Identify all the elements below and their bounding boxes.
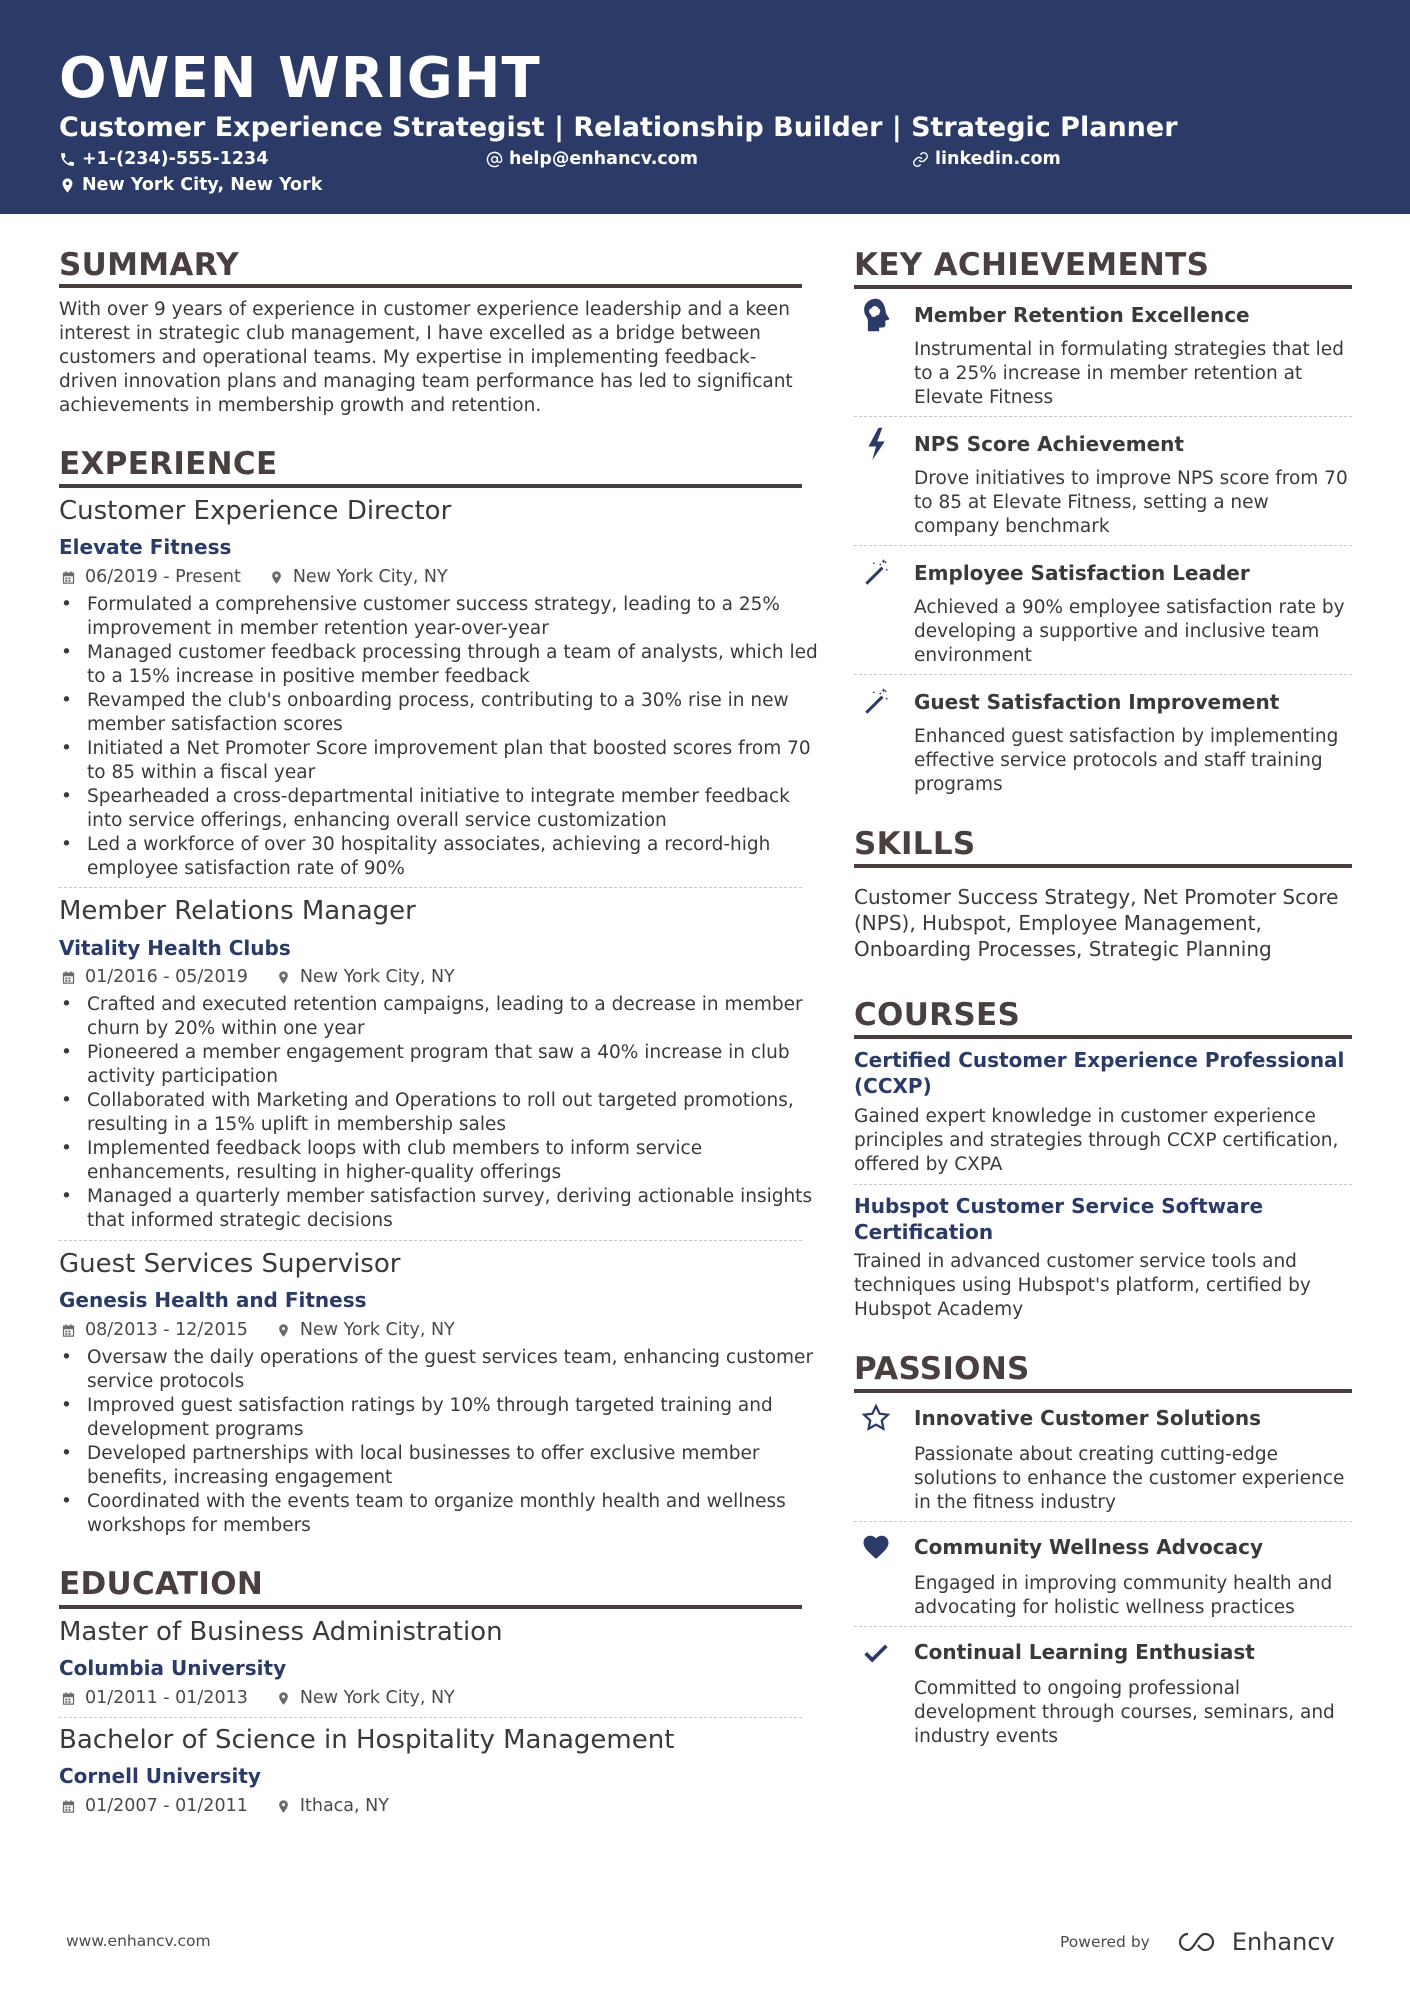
calendar-icon <box>61 570 76 585</box>
job-dates: 08/2013 - 12/2015 <box>85 1320 248 1340</box>
summary-rule <box>59 284 802 288</box>
location-pin-icon <box>276 1691 291 1706</box>
passion-desc: Committed to ongoing professional development through courses, seminars, and industry events <box>914 1678 1335 1747</box>
company-name: Genesis Health and Fitness <box>59 1288 367 1312</box>
school-name: Cornell University <box>59 1764 261 1788</box>
list-item: • Improved guest satisfaction ratings by 10% through targeted training and development programs <box>59 1394 819 1442</box>
achievements-heading: KEY ACHIEVEMENTS <box>854 247 1210 283</box>
education-dates: 01/2007 - 01/2011 <box>85 1796 248 1816</box>
candidate-name: OWEN WRIGHT <box>59 46 541 111</box>
education-rule <box>59 1605 802 1609</box>
divider <box>59 1717 802 1718</box>
company-name: Vitality Health Clubs <box>59 936 291 960</box>
list-item: • Crafted and executed retention campaigns, leading to a decrease in member churn by 20% within one year <box>59 993 819 1041</box>
achievement-desc: Enhanced guest satisfaction by implementing effective service protocols and staff training programs <box>914 726 1339 795</box>
enhancv-logo[interactable] <box>1176 1928 1335 1956</box>
achievement-desc: Achieved a 90% employee satisfaction rate by developing a supportive and inclusive team environment <box>914 597 1345 666</box>
skills-rule <box>854 864 1352 868</box>
achievement-title: Member Retention Excellence <box>914 303 1250 327</box>
magic-wand-icon <box>859 555 893 595</box>
calendar-icon <box>61 970 76 985</box>
location-text: New York City, New York <box>82 175 323 195</box>
email-link[interactable]: help@enhancv.com <box>509 149 699 169</box>
passion-title: Innovative Customer Solutions <box>914 1406 1262 1430</box>
summary-heading: SUMMARY <box>59 247 239 283</box>
course-title: Hubspot Customer Service Software Certification <box>854 1194 1264 1244</box>
candidate-tagline: Customer Experience Strategist | Relationship Builder | Strategic Planner <box>59 112 1178 143</box>
courses-heading: COURSES <box>854 997 1021 1033</box>
list-item: • Coordinated with the events team to organize monthly health and wellness workshops for members <box>59 1490 819 1538</box>
job-title: Member Relations Manager <box>59 896 416 926</box>
at-icon <box>486 151 503 168</box>
calendar-icon <box>61 1323 76 1338</box>
magic-wand-icon <box>859 684 893 724</box>
job-location-text: New York City, NY <box>299 1320 455 1340</box>
brand-name: Enhancv <box>1231 1928 1335 1956</box>
list-item: • Managed customer feedback processing through a team of analysts, which led to a 15% increase in positive member feedback <box>59 641 819 689</box>
job-location <box>276 1319 455 1341</box>
linkedin-link[interactable]: linkedin.com <box>935 149 1061 169</box>
job-location <box>269 566 448 588</box>
achievement-title: Employee Satisfaction Leader <box>914 561 1250 585</box>
divider <box>59 887 802 888</box>
location-pin-icon <box>269 570 284 585</box>
course-desc: Gained expert knowledge in customer experience principles and strategies through CCXP certification, offered by CXPA <box>854 1106 1339 1175</box>
location-pin-icon <box>59 177 76 194</box>
head-icon <box>859 297 893 337</box>
achievement-desc: Instrumental in formulating strategies that led to a 25% increase in member retention at Elevate Fitness <box>914 339 1344 408</box>
powered-by-label: Powered by <box>1060 1933 1150 1951</box>
list-item: • Oversaw the daily operations of the guest services team, enhancing customer service protocols <box>59 1346 819 1394</box>
education-dates: 01/2011 - 01/2013 <box>85 1688 248 1708</box>
list-item: • Managed a quarterly member satisfaction survey, deriving actionable insights that informed strategic decisions <box>59 1185 819 1233</box>
resume-header <box>0 0 1410 214</box>
list-item: • Initiated a Net Promoter Score improvement plan that boosted scores from 70 to 85 within a fiscal year <box>59 737 819 785</box>
star-icon <box>859 1400 893 1440</box>
experience-heading: EXPERIENCE <box>59 446 278 482</box>
job-location <box>276 966 455 988</box>
heart-icon <box>859 1529 893 1569</box>
job-location-text: New York City, NY <box>299 967 455 987</box>
list-item: • Pioneered a member engagement program that saw a 40% increase in club activity participation <box>59 1041 819 1089</box>
passions-rule <box>854 1389 1352 1393</box>
education-heading: EDUCATION <box>59 1566 264 1602</box>
achievement-title: NPS Score Achievement <box>914 432 1184 456</box>
link-icon <box>912 151 929 168</box>
divider <box>854 545 1352 546</box>
education-location <box>276 1687 455 1709</box>
course-desc: Trained in advanced customer service tools and techniques using Hubspot's platform, certified by Hubspot Academy <box>854 1251 1311 1320</box>
list-item: • Formulated a comprehensive customer success strategy, leading to a 25% improvement in member retention year-over-year <box>59 593 819 641</box>
passion-desc: Engaged in improving community health and advocating for holistic wellness practices <box>914 1573 1333 1618</box>
calendar-icon <box>61 1799 76 1814</box>
job-title: Guest Services Supervisor <box>59 1249 401 1279</box>
job-dates: 06/2019 - Present <box>85 567 241 587</box>
divider <box>854 1521 1352 1522</box>
list-item: • Led a workforce of over 30 hospitality associates, achieving a record-high employee satisfaction rate of 90% <box>59 833 819 881</box>
footer-website[interactable]: www.enhancv.com <box>66 1932 211 1950</box>
job-meta <box>61 966 455 988</box>
list-item: • Spearheaded a cross-departmental initiative to integrate member feedback into service offerings, enhancing overall service customization <box>59 785 819 833</box>
bolt-icon <box>859 426 893 466</box>
achievement-desc: Drove initiatives to improve NPS score from 70 to 85 at Elevate Fitness, setting a new company benchmark <box>914 468 1348 537</box>
job-dates: 01/2016 - 05/2019 <box>85 967 248 987</box>
list-item: • Revamped the club's onboarding process, contributing to a 30% rise in new member satisfaction scores <box>59 689 819 737</box>
education-meta <box>61 1795 389 1817</box>
location-pin-icon <box>276 1799 291 1814</box>
school-name: Columbia University <box>59 1656 287 1680</box>
education-location-text: Ithaca, NY <box>299 1796 389 1816</box>
divider <box>854 416 1352 417</box>
passion-desc: Passionate about creating cutting-edge solutions to enhance the customer experience in the fitness industry <box>914 1444 1345 1513</box>
location-pin-icon <box>276 970 291 985</box>
courses-rule <box>854 1035 1352 1039</box>
education-location-text: New York City, NY <box>299 1688 455 1708</box>
achievement-title: Guest Satisfaction Improvement <box>914 690 1280 714</box>
degree-title: Bachelor of Science in Hospitality Management <box>59 1725 675 1755</box>
list-item: • Developed partnerships with local businesses to offer exclusive member benefits, increasing engagement <box>59 1442 819 1490</box>
location-pin-icon <box>276 1323 291 1338</box>
job-meta <box>61 566 448 588</box>
passion-title: Community Wellness Advocacy <box>914 1535 1264 1559</box>
passions-heading: PASSIONS <box>854 1351 1030 1387</box>
contact-email <box>486 148 698 170</box>
job-title: Customer Experience Director <box>59 496 452 526</box>
job-bullets <box>59 1346 819 1538</box>
job-bullets <box>59 593 819 881</box>
achievements-rule <box>854 285 1352 289</box>
footer-branding <box>1060 1928 1335 1956</box>
skills-heading: SKILLS <box>854 826 976 862</box>
job-meta <box>61 1319 455 1341</box>
divider <box>854 1626 1352 1627</box>
phone-icon <box>59 151 76 168</box>
check-icon <box>859 1634 893 1674</box>
summary-text: With over 9 years of experience in customer experience leadership and a keen interest in strategic club management, I have excelled as a bridge between customers and operational teams. My expertise in implementing feedback-driven innovation plans and managing team performance has led to significant achievements in membership growth and retention. <box>59 299 793 416</box>
infinity-logo-icon <box>1176 1931 1222 1953</box>
contact-phone <box>59 148 268 170</box>
course-title: Certified Customer Experience Professional (CCXP) <box>854 1048 1345 1098</box>
passion-title: Continual Learning Enthusiast <box>914 1640 1255 1664</box>
divider <box>854 674 1352 675</box>
list-item: • Implemented feedback loops with club members to inform service enhancements, resulting in higher-quality offerings <box>59 1137 819 1185</box>
experience-rule <box>59 484 802 488</box>
skills-list: Customer Success Strategy, Net Promoter Score (NPS), Hubspot, Employee Management, Onboarding Processes, Strategic Planning <box>854 885 1339 961</box>
phone-text[interactable]: +1-(234)-555-1234 <box>82 149 269 169</box>
degree-title: Master of Business Administration <box>59 1617 503 1647</box>
company-name: Elevate Fitness <box>59 535 232 559</box>
calendar-icon <box>61 1691 76 1706</box>
job-bullets <box>59 993 819 1233</box>
divider <box>59 1240 802 1241</box>
education-meta <box>61 1687 455 1709</box>
divider <box>854 1184 1352 1185</box>
contact-location <box>59 174 322 196</box>
job-location-text: New York City, NY <box>292 567 448 587</box>
list-item: • Collaborated with Marketing and Operations to roll out targeted promotions, resulting in a 15% uplift in membership sales <box>59 1089 819 1137</box>
education-location <box>276 1795 389 1817</box>
contact-linkedin <box>912 148 1061 170</box>
